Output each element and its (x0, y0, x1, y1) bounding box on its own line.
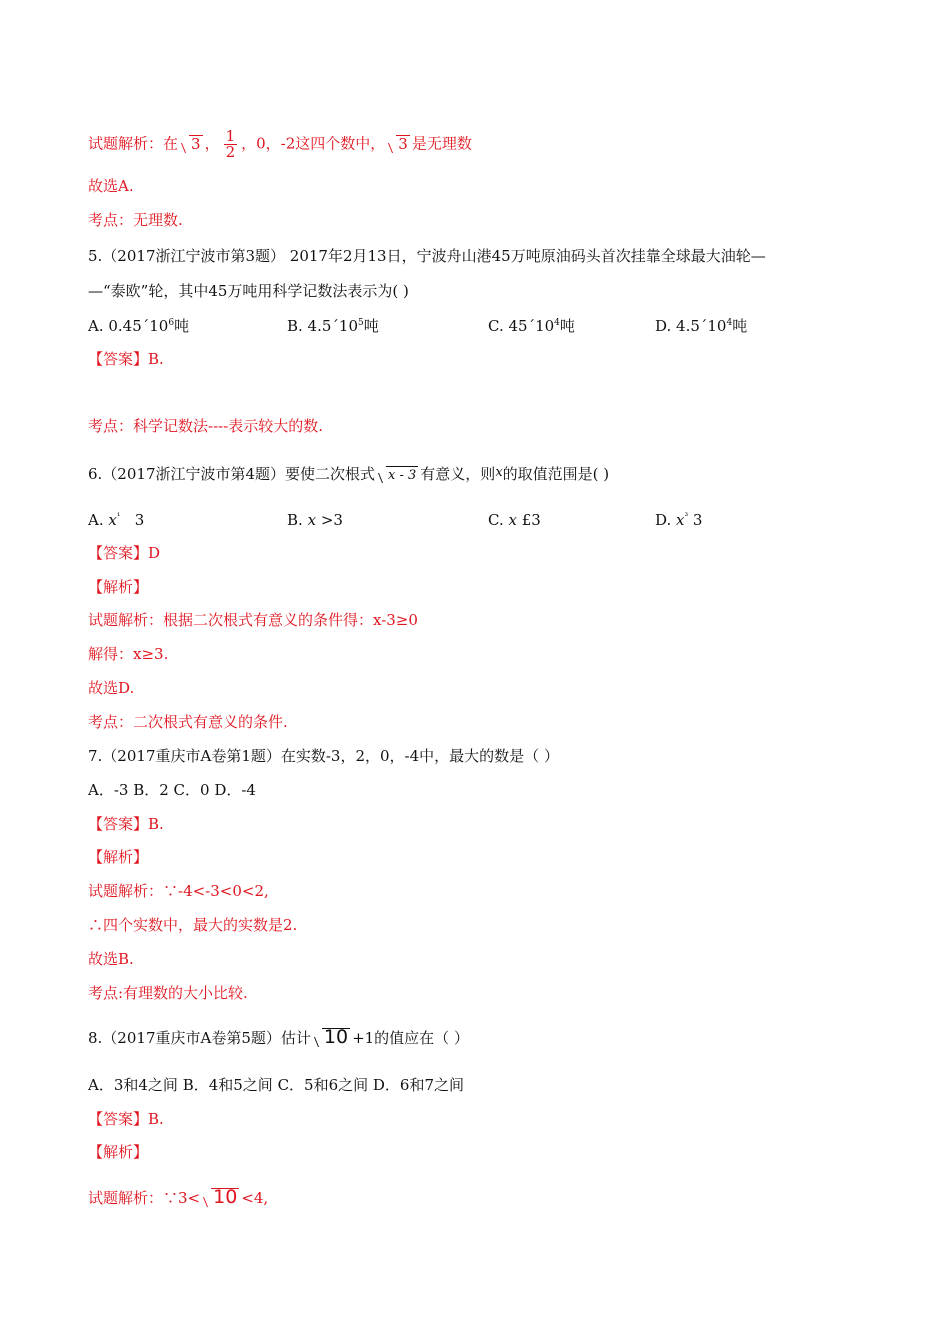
q6-option-c-sign: £ (521, 511, 532, 529)
q6-analysis: 试题解析：根据二次根式有意义的条件得：x-3≥0 (88, 611, 418, 629)
fraction-denominator: 2 (225, 143, 236, 161)
q5-stem-line2: —“泰欧”轮，其中45万吨用科学记数法表示为( ) (88, 282, 409, 300)
q6-option-a-sign: ¹ (116, 512, 121, 522)
q5-option-c-exp: 4 (554, 318, 560, 328)
q6-option-c-var: x (508, 511, 517, 529)
sqrt-3 (178, 134, 203, 154)
q6-option-a-value: 3 (134, 511, 145, 529)
q6-option-b-sign: > (320, 511, 334, 529)
q5-option-d-exp: 4 (726, 318, 733, 328)
q6-option-b-value: 3 (333, 511, 343, 529)
q4-knowledge-point: 考点：无理数. (88, 211, 183, 229)
q7-therefore: ∴四个实数中，最大的实数是2. (88, 916, 298, 934)
sqrt-10 (311, 1028, 350, 1048)
q4-analysis-text-a: 试题解析：在 (88, 134, 179, 153)
q8-stem-text-a: 8.（2017重庆市A卷第5题）估计 (88, 1029, 311, 1047)
q5-option-b-text: B. 4.5´10 (287, 317, 359, 335)
q8-analysis-text-a: 试题解析：∵3< (88, 1189, 201, 1207)
q5-option-c-unit: 吨 (559, 317, 575, 335)
q6-option-d-sign: ³ (684, 512, 689, 522)
q8-answer: 【答案】B. (88, 1110, 164, 1128)
q5-option-b (287, 316, 379, 336)
q6-answer: 【答案】D (88, 544, 161, 562)
q5-option-c-text: C. 45´10 (488, 317, 555, 335)
q6-option-c (488, 510, 541, 530)
q6-option-c-label: C. (488, 511, 504, 529)
sqrt-10-analysis-radicand: 10 (213, 1186, 238, 1208)
q4-analysis-text-b: ，0，-2这四个数中， (241, 134, 386, 153)
q6-stem-text-a: 6.（2017浙江宁波市第4题）要使二次根式 (88, 465, 376, 483)
q5-option-b-unit: 吨 (363, 317, 379, 335)
q6-option-a-label: A. (88, 511, 104, 529)
q6-option-a (88, 510, 144, 530)
q5-stem-line1: 5.（2017浙江宁波市第3题） 2017年2月13日，宁波舟山港45万吨原油码头首次挂靠全球最大油轮— (88, 247, 766, 265)
q5-option-d (655, 316, 747, 336)
q6-option-d-value: 3 (692, 511, 703, 529)
q6-option-c-value: 3 (531, 511, 541, 529)
q8-analysis (88, 1188, 268, 1208)
q5-option-a (88, 316, 189, 336)
fraction-numerator: 1 (225, 127, 236, 145)
q5-option-a-text: A. 0.45´10 (88, 317, 169, 335)
q6-knowledge-point: 考点：二次根式有意义的条件. (88, 713, 288, 731)
q6-option-b (287, 510, 343, 530)
sqrt-10-analysis (200, 1188, 239, 1208)
q5-option-c (488, 316, 575, 336)
q8-stem (88, 1028, 469, 1048)
q6-choose: 故选D. (88, 679, 135, 697)
q6-stem-text-c: 的取值范围是( ) (502, 465, 610, 483)
q6-option-d (655, 510, 702, 530)
q5-option-b-exp: 5 (358, 318, 364, 328)
q5-option-a-unit: 吨 (174, 317, 190, 335)
q6-option-b-label: B. (287, 511, 303, 529)
q5-option-d-unit: 吨 (732, 317, 748, 335)
q7-choose: 故选B. (88, 950, 134, 968)
q7-answer: 【答案】B. (88, 815, 164, 833)
q6-jiexi-heading: 【解析】 (88, 578, 149, 596)
q6-option-d-var: x (676, 511, 685, 529)
q8-jiexi-heading: 【解析】 (88, 1143, 149, 1161)
q5-answer: 【答案】B. (88, 350, 164, 368)
q5-knowledge-point: 考点：科学记数法----表示较大的数. (88, 417, 324, 435)
q4-analysis-text-c: 是无理数 (411, 134, 472, 153)
sqrt-x-minus-3 (375, 464, 418, 484)
q8-stem-text-b: +1的值应在（ ） (352, 1029, 469, 1047)
q8-options: A．3和4之间 B．4和5之间 C．5和6之间 D．6和7之间 (88, 1076, 465, 1094)
q7-stem: 7.（2017重庆市A卷第1题）在实数-3，2，0，-4中，最大的数是（ ） (88, 747, 559, 765)
q4-analysis: 试题解析：在 3 ， $\frac{1}{2}$ ，0，-2这四个数中， 3 是无理数 (88, 127, 472, 161)
q7-knowledge-point: 考点:有理数的大小比较. (88, 984, 248, 1002)
sqrt-x-minus-3-radicand: x - 3 (388, 468, 417, 483)
q7-jiexi-heading: 【解析】 (88, 848, 149, 866)
q6-option-d-label: D. (655, 511, 672, 529)
q6-stem (88, 463, 609, 484)
sqrt-3-second (385, 134, 410, 154)
sqrt-3-second-radicand: 3 (398, 134, 408, 153)
q6-stem-text-b: 有意义，则 (420, 465, 496, 483)
q6-option-b-var: x (307, 511, 317, 529)
q8-analysis-text-b: <4, (241, 1189, 269, 1207)
q6-variable: x (495, 465, 503, 480)
fraction-one-half (224, 129, 238, 160)
q4-choose: 故选A. (88, 177, 134, 195)
sqrt-10-radicand: 10 (323, 1026, 349, 1048)
sqrt-3-radicand: 3 (191, 134, 201, 153)
q6-solve: 解得：x≥3. (88, 645, 169, 663)
q5-option-a-exp: 6 (168, 318, 175, 328)
q7-analysis: 试题解析：∵-4<-3<0<2, (88, 882, 269, 900)
q5-option-d-text: D. 4.5´10 (655, 317, 727, 335)
q7-options: A．-3 B．2 C．0 D．-4 (88, 781, 256, 799)
q6-option-a-var: x (108, 511, 117, 529)
